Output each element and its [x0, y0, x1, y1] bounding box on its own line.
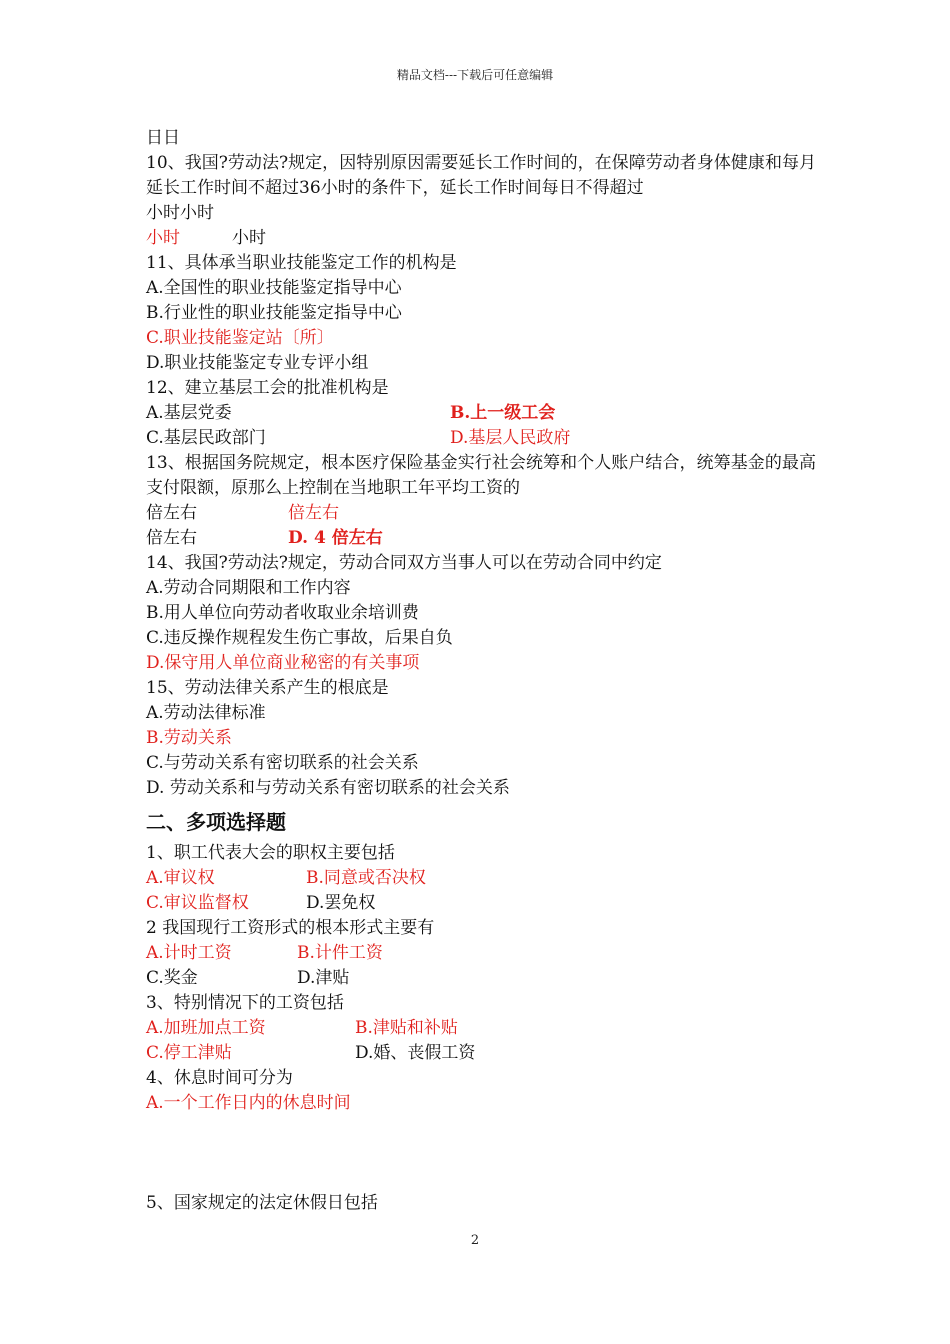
option-b: B.行业性的职业技能鉴定指导中心 — [146, 303, 402, 323]
options-row — [146, 1041, 816, 1066]
options-row — [146, 426, 816, 451]
option: 倍左右 — [146, 503, 197, 523]
answer-option-b: B.津贴和补贴 — [355, 1018, 458, 1038]
text-line: 日日 — [146, 128, 180, 148]
option-d: D.津贴 — [297, 968, 350, 988]
section-heading: 二、多项选择题 — [146, 810, 286, 834]
answer-option-d: D.保守用人单位商业秘密的有关事项 — [146, 653, 420, 673]
options-row — [146, 401, 816, 426]
multi-question-2: 2 我国现行工资形式的根本形式主要有 — [146, 918, 435, 938]
option-b: B.用人单位向劳动者收取业余培训费 — [146, 603, 419, 623]
option: 倍左右 — [146, 528, 197, 548]
answer-option-a: A.计时工资 — [146, 943, 232, 963]
multi-question-5: 5、国家规定的法定休假日包括 — [146, 1193, 378, 1213]
answer-option-b: B.同意或否决权 — [306, 868, 426, 888]
answer-option-b: B.上一级工会 — [450, 403, 556, 423]
option-a: A.劳动合同期限和工作内容 — [146, 578, 351, 598]
options-row — [146, 941, 816, 966]
answer-option-c: C.停工津贴 — [146, 1043, 232, 1063]
option-d: D. 劳动关系和与劳动关系有密切联系的社会关系 — [146, 778, 510, 798]
option-a: A.劳动法律标准 — [146, 703, 266, 723]
answer-option-c: C.职业技能鉴定站〔所〕 — [146, 328, 334, 348]
options-row — [146, 226, 816, 251]
option: 小时 — [232, 228, 266, 248]
option-c: C.基层民政部门 — [146, 428, 266, 448]
answer-option-a: A.审议权 — [146, 868, 215, 888]
options-row — [146, 1016, 816, 1041]
answer-option-a: A.加班加点工资 — [146, 1018, 266, 1038]
option-c: C.与劳动关系有密切联系的社会关系 — [146, 753, 419, 773]
question-11: 11、具体承当职业技能鉴定工作的机构是 — [146, 253, 457, 273]
question-13: 13、根据国务院规定，根本医疗保险基金实行社会统筹和个人账户结合，统筹基金的最高支付限额，原那么上控制在当地职工年平均工资的 — [146, 453, 816, 498]
answer-option-d: D.基层人民政府 — [450, 428, 571, 448]
option-c: C.奖金 — [146, 968, 198, 988]
question-14: 14、我国?劳动法?规定，劳动合同双方当事人可以在劳动合同中约定 — [146, 553, 662, 573]
option-d: D.婚、丧假工资 — [355, 1043, 476, 1063]
answer-option-c: C.审议监督权 — [146, 893, 249, 913]
option-c: C.违反操作规程发生伤亡事故，后果自负 — [146, 628, 453, 648]
option-a: A.全国性的职业技能鉴定指导中心 — [146, 278, 402, 298]
answer-option-b: B.计件工资 — [297, 943, 383, 963]
answer-option-a: A.一个工作日内的休息时间 — [146, 1093, 351, 1113]
multi-question-3: 3、特别情况下的工资包括 — [146, 993, 344, 1013]
options-row — [146, 866, 816, 891]
option-d: D.罢免权 — [306, 893, 376, 913]
question-10: 10、我国?劳动法?规定，因特别原因需要延长工作时间的，在保障劳动者身体健康和每月延长工作时间不超过36小时的条件下，延长工作时间每日不得超过 — [146, 153, 816, 198]
multi-question-1: 1、职工代表大会的职权主要包括 — [146, 843, 395, 863]
options-row — [146, 501, 816, 526]
answer-option-b: B.劳动关系 — [146, 728, 232, 748]
options-row — [146, 966, 816, 991]
option-d: D.职业技能鉴定专业专评小组 — [146, 353, 369, 373]
options-row — [146, 891, 816, 916]
question-15: 15、劳动法律关系产生的根底是 — [146, 678, 389, 698]
page-header: 精品文档---下载后可任意编辑 — [396, 68, 554, 82]
option-a: A.基层党委 — [146, 403, 232, 423]
page-number: 2 — [470, 1233, 480, 1248]
text-line: 小时小时 — [146, 203, 214, 223]
answer-option: 小时 — [146, 228, 180, 248]
options-row — [146, 526, 816, 551]
answer-option-d: D. 4 倍左右 — [288, 528, 383, 548]
blank-space — [146, 1116, 816, 1191]
question-12: 12、建立基层工会的批准机构是 — [146, 378, 389, 398]
answer-option: 倍左右 — [288, 503, 339, 523]
multi-question-4: 4、休息时间可分为 — [146, 1068, 293, 1088]
document-body — [146, 126, 816, 1216]
